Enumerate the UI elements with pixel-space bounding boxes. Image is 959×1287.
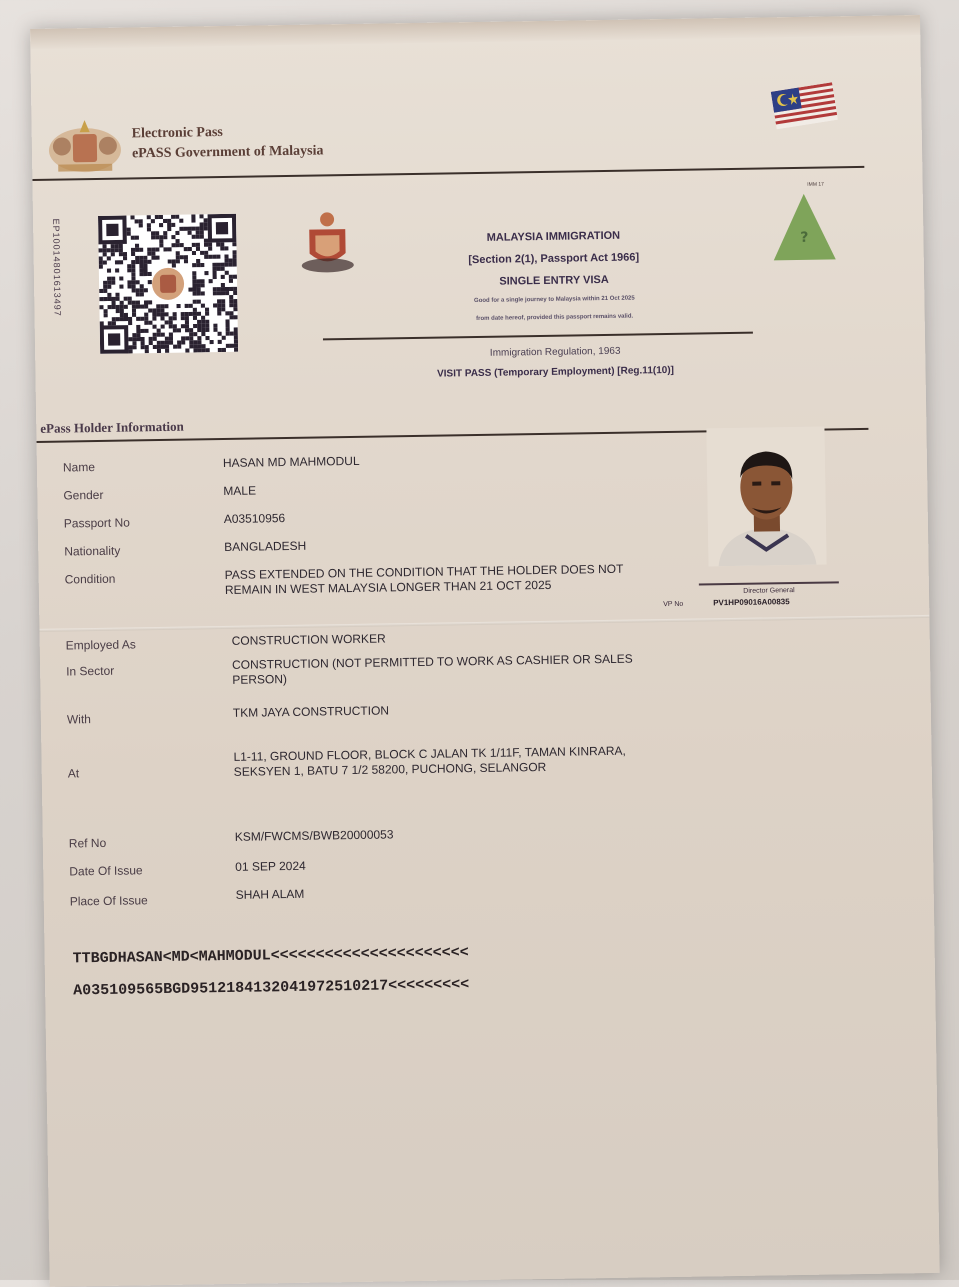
- signature-title: Director General: [743, 587, 795, 595]
- paper-edge: [30, 15, 920, 49]
- svg-text:?: ?: [800, 229, 809, 246]
- mrz-line-1: TTBGDHASAN<MD<MAHMODUL<<<<<<<<<<<<<<<<<<<<<<: [72, 944, 469, 968]
- visa-note-1: Good for a single journey to Malaysia within 21 Oct 2025: [473, 295, 635, 305]
- holder-photo: [706, 427, 826, 567]
- employed-as-value: CONSTRUCTION WORKER: [231, 631, 386, 648]
- vp-number: PV1HP09016A00835: [713, 597, 790, 608]
- name-label: Name: [62, 460, 96, 475]
- malaysia-coat-of-arms-logo: [45, 116, 124, 179]
- with-label: With: [66, 712, 92, 727]
- gender-label: Gender: [63, 487, 104, 503]
- sector-value: CONSTRUCTION (NOT PERMITTED TO WORK AS CASHIER OR SALES PERSON): [231, 651, 633, 687]
- header-line-1: Electronic Pass: [131, 124, 223, 142]
- signature-line: [699, 581, 839, 585]
- gender-value: MALE: [223, 483, 257, 499]
- mrz-line-2: A035109565BGD9512184132041972510217<<<<<<<<<: [73, 976, 470, 1000]
- ref-value: KSM/FWCMS/BWB20000053: [234, 827, 394, 844]
- nationality-label: Nationality: [64, 543, 121, 559]
- ref-label: Ref No: [68, 835, 107, 851]
- name-value: HASAN MD MAHMODUL: [222, 453, 360, 471]
- sector-label: In Sector: [66, 663, 115, 679]
- condition-value: PASS EXTENDED ON THE CONDITION THAT THE HOLDER DOES NOT REMAIN IN WEST MALAYSIA LONGER THAN 21 OCT 2025: [224, 561, 624, 597]
- paper-fold-line: [39, 615, 929, 632]
- header-divider: [32, 166, 864, 181]
- imm-label: IMM 17: [807, 181, 824, 188]
- visa-title: MALAYSIA IMMIGRATION: [486, 229, 621, 244]
- issue-place-label: Place Of Issue: [69, 893, 148, 909]
- at-label: At: [67, 766, 80, 781]
- header-line-2: ePASS Government of Malaysia: [131, 143, 324, 162]
- green-triangle-icon: [771, 191, 838, 262]
- qr-code: [98, 214, 238, 354]
- issue-date-value: 01 SEP 2024: [235, 858, 306, 874]
- immigration-crest-logo: [295, 209, 360, 278]
- header-title: [132, 121, 324, 164]
- issue-date-label: Date Of Issue: [69, 863, 143, 879]
- at-value: L1-11, GROUND FLOOR, BLOCK C JALAN TK 1/11F, TAMAN KINRARA, SEKSYEN 1, BATU 7 1/2 58200, PUCHONG, SELANGOR: [233, 743, 626, 779]
- visa-divider: [323, 332, 753, 341]
- passport-value: A03510956: [223, 511, 286, 527]
- issue-place-value: SHAH ALAM: [235, 886, 305, 902]
- nationality-value: BANGLADESH: [224, 538, 307, 555]
- visa-note-2: from date hereof, provided this passport remains valid.: [476, 313, 634, 323]
- malaysia-flag-icon: [771, 82, 838, 129]
- employed-as-label: Employed As: [65, 637, 136, 653]
- condition-label: Condition: [64, 571, 116, 587]
- with-value: TKM JAYA CONSTRUCTION: [232, 703, 390, 720]
- visa-type: SINGLE ENTRY VISA: [499, 273, 609, 288]
- visa-section: [Section 2(1), Passport Act 1966]: [468, 251, 640, 267]
- epass-document: [30, 15, 940, 1287]
- visa-pass-type: VISIT PASS (Temporary Employment) [Reg.11(10)]: [436, 364, 675, 380]
- section-title: ePass Holder Information: [40, 418, 184, 436]
- serial-number-vertical: EP10014801613497: [51, 218, 63, 317]
- vp-label: VP No: [663, 600, 684, 609]
- passport-label: Passport No: [63, 515, 130, 531]
- visa-regulation: Immigration Regulation, 1963: [489, 345, 621, 359]
